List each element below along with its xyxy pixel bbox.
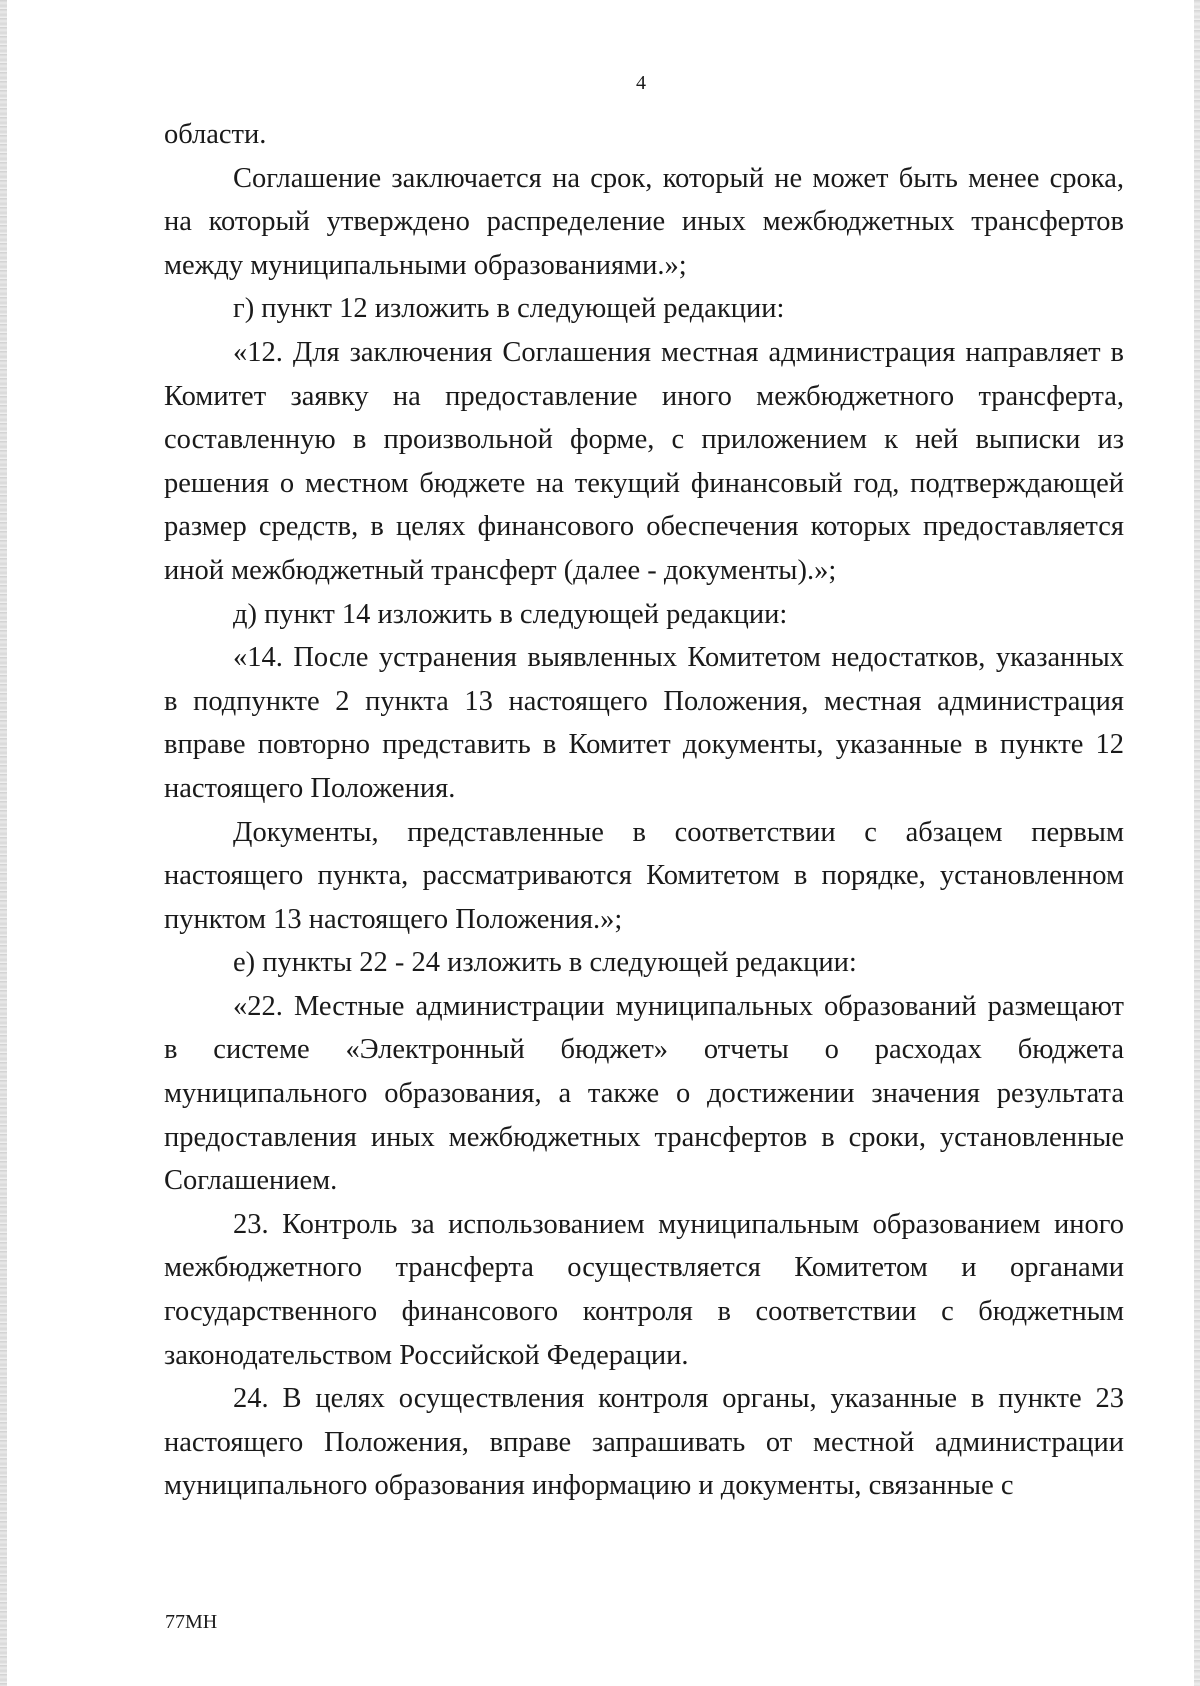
paragraph: области. [164,119,267,150]
document-body [164,113,1124,1508]
scan-edge-left [0,0,7,1686]
paragraph: 23. Контроль за использованием муниципальным образованием иного межбюджетного трансферта осуществляется Комитетом и органами государственного финансового контроля в соответствии с бюджетным законодательством Российской Федерации. [164,1208,1124,1371]
paragraph: 24. В целях осуществления контроля органы, указанные в пункте 23 настоящего Положения, вправе запрашивать от местной администрации муниципального образования информацию и документы, связанные с [164,1383,1124,1502]
paragraph: е) пункты 22 - 24 изложить в следующей редакции: [233,947,857,979]
page-number: 4 [636,72,646,94]
paragraph: «14. После устранения выявленных Комитетом недостатков, указанных в подпункте 2 пункта 13 настоящего Положения, местная администрация вправе повторно представить в Комитет документы, указанные в пункте 12 настоящего Положения. [164,642,1124,804]
paragraph: «12. Для заключения Соглашения местная администрация направляет в Комитет заявку на предоставление иного межбюджетного трансферта, составленную в произвольной форме, с приложением к ней выписки из решения о местном бюджете на текущий финансовый год, подтверждающей размер средств, в целях финансового обеспечения которых предоставляется иной межбюджетный трансферт (далее - документы).»; [164,336,1124,586]
paragraph: г) пункт 12 изложить в следующей редакции: [233,293,785,325]
paragraph: д) пункт 14 изложить в следующей редакции: [233,598,788,630]
paragraph: Документы, представленные в соответствии с абзацем первым настоящего пункта, рассматриваются Комитетом в порядке, установленном пунктом 13 настоящего Положения.»; [164,816,1124,935]
footer-code: 77МН [165,1611,218,1633]
paragraph: «22. Местные администрации муниципальных образований размещают в системе «Электронный бюджет» отчеты о расходах бюджета муниципального образования, а также о достижении значения результата предоставления иных межбюджетных трансфертов в сроки, установленные Соглашением. [164,990,1124,1197]
paragraph: Соглашение заключается на срок, который не может быть менее срока, на который утверждено распределение иных межбюджетных трансфертов между муниципальными образованиями.»; [164,162,1124,281]
scan-edge-right [1194,0,1200,1686]
